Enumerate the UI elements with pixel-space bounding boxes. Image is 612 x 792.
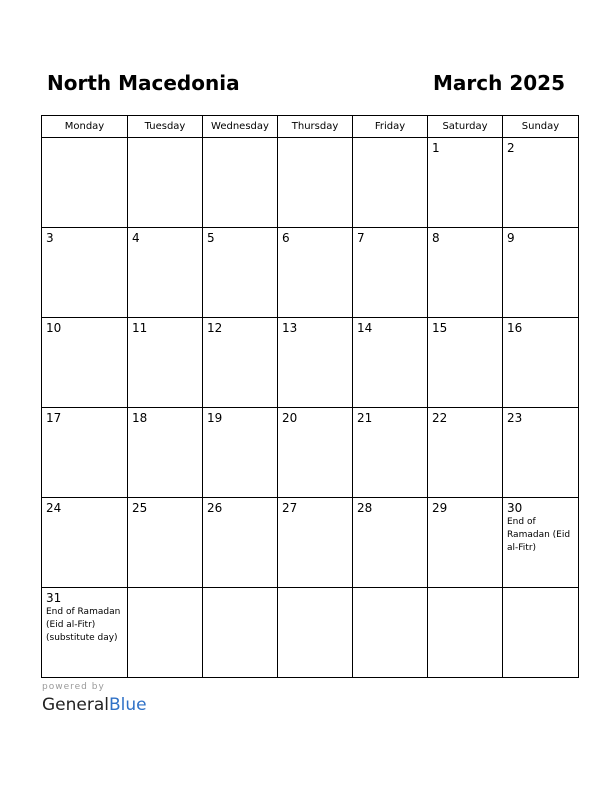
day-number: 26 bbox=[207, 501, 223, 515]
day-number: 18 bbox=[132, 411, 148, 425]
day-cell bbox=[203, 588, 278, 678]
day-cell bbox=[353, 228, 428, 318]
day-number: 6 bbox=[282, 231, 290, 245]
day-cell bbox=[428, 588, 503, 678]
calendar-grid bbox=[41, 115, 579, 678]
day-cell bbox=[42, 318, 128, 408]
weekday-header-monday: Monday bbox=[42, 116, 128, 138]
holiday-label: End of Ramadan (Eid al-Fitr) (substitute day) bbox=[46, 607, 121, 643]
week-row-1 bbox=[42, 138, 579, 228]
weekday-header-friday: Friday bbox=[353, 116, 428, 138]
day-number: 16 bbox=[507, 321, 523, 335]
week-row-3 bbox=[42, 318, 579, 408]
day-cell bbox=[203, 498, 278, 588]
day-cell bbox=[128, 228, 203, 318]
day-number: 7 bbox=[357, 231, 365, 245]
day-number: 30 bbox=[507, 501, 523, 515]
day-cell bbox=[353, 408, 428, 498]
day-number: 5 bbox=[207, 231, 215, 245]
day-number: 1 bbox=[432, 141, 440, 155]
day-cell bbox=[203, 138, 278, 228]
day-cell bbox=[128, 138, 203, 228]
day-cell bbox=[278, 408, 353, 498]
day-number: 28 bbox=[357, 501, 373, 515]
day-cell bbox=[42, 408, 128, 498]
day-number: 31 bbox=[46, 591, 62, 605]
day-cell bbox=[353, 498, 428, 588]
weekday-header-sunday: Sunday bbox=[503, 116, 579, 138]
day-number: 11 bbox=[132, 321, 148, 335]
day-number: 13 bbox=[282, 321, 298, 335]
day-cell bbox=[203, 228, 278, 318]
day-cell bbox=[42, 588, 128, 678]
day-cell bbox=[128, 408, 203, 498]
day-cell bbox=[503, 138, 579, 228]
day-number: 4 bbox=[132, 231, 140, 245]
day-cell bbox=[278, 588, 353, 678]
day-cell bbox=[128, 318, 203, 408]
weekday-header-row bbox=[42, 116, 579, 138]
day-cell bbox=[278, 138, 353, 228]
day-number: 10 bbox=[46, 321, 62, 335]
day-cell bbox=[128, 588, 203, 678]
week-row-4 bbox=[42, 408, 579, 498]
day-number: 21 bbox=[357, 411, 373, 425]
weekday-header-tuesday: Tuesday bbox=[128, 116, 203, 138]
day-cell bbox=[203, 408, 278, 498]
week-row-6 bbox=[42, 588, 579, 678]
day-number: 19 bbox=[207, 411, 223, 425]
day-cell bbox=[42, 498, 128, 588]
day-cell bbox=[353, 318, 428, 408]
day-cell bbox=[203, 318, 278, 408]
day-number: 22 bbox=[432, 411, 448, 425]
day-cell bbox=[278, 498, 353, 588]
week-row-5 bbox=[42, 498, 579, 588]
day-number: 8 bbox=[432, 231, 440, 245]
day-number: 3 bbox=[46, 231, 54, 245]
day-cell bbox=[353, 588, 428, 678]
day-number: 2 bbox=[507, 141, 515, 155]
day-cell bbox=[428, 228, 503, 318]
day-number: 15 bbox=[432, 321, 448, 335]
day-number: 23 bbox=[507, 411, 523, 425]
powered-by-text: powered by bbox=[42, 682, 105, 692]
day-number: 12 bbox=[207, 321, 223, 335]
month-year-title: March 2025 bbox=[433, 71, 565, 95]
brand-blue: Blue bbox=[109, 695, 147, 715]
day-cell bbox=[503, 228, 579, 318]
day-cell bbox=[503, 588, 579, 678]
weekday-header-thursday: Thursday bbox=[278, 116, 353, 138]
day-number: 24 bbox=[46, 501, 62, 515]
day-cell bbox=[278, 318, 353, 408]
day-cell bbox=[128, 498, 203, 588]
day-cell bbox=[503, 498, 579, 588]
footer bbox=[42, 682, 147, 716]
day-number: 9 bbox=[507, 231, 515, 245]
day-number: 25 bbox=[132, 501, 148, 515]
day-cell bbox=[278, 228, 353, 318]
day-cell bbox=[42, 138, 128, 228]
weekday-header-wednesday: Wednesday bbox=[203, 116, 278, 138]
country-title: North Macedonia bbox=[47, 71, 240, 95]
day-number: 27 bbox=[282, 501, 298, 515]
brand-general: General bbox=[42, 695, 109, 715]
generalblue-logo[interactable] bbox=[42, 694, 147, 716]
day-cell bbox=[428, 138, 503, 228]
day-cell bbox=[428, 318, 503, 408]
day-cell bbox=[503, 318, 579, 408]
day-cell bbox=[353, 138, 428, 228]
day-cell bbox=[428, 408, 503, 498]
day-number: 29 bbox=[432, 501, 448, 515]
day-number: 20 bbox=[282, 411, 298, 425]
day-number: 17 bbox=[46, 411, 62, 425]
week-row-2 bbox=[42, 228, 579, 318]
day-number: 14 bbox=[357, 321, 373, 335]
weekday-header-saturday: Saturday bbox=[428, 116, 503, 138]
day-cell bbox=[428, 498, 503, 588]
day-cell bbox=[42, 228, 128, 318]
holiday-label: End of Ramadan (Eid al-Fitr) bbox=[507, 517, 571, 553]
day-cell bbox=[503, 408, 579, 498]
